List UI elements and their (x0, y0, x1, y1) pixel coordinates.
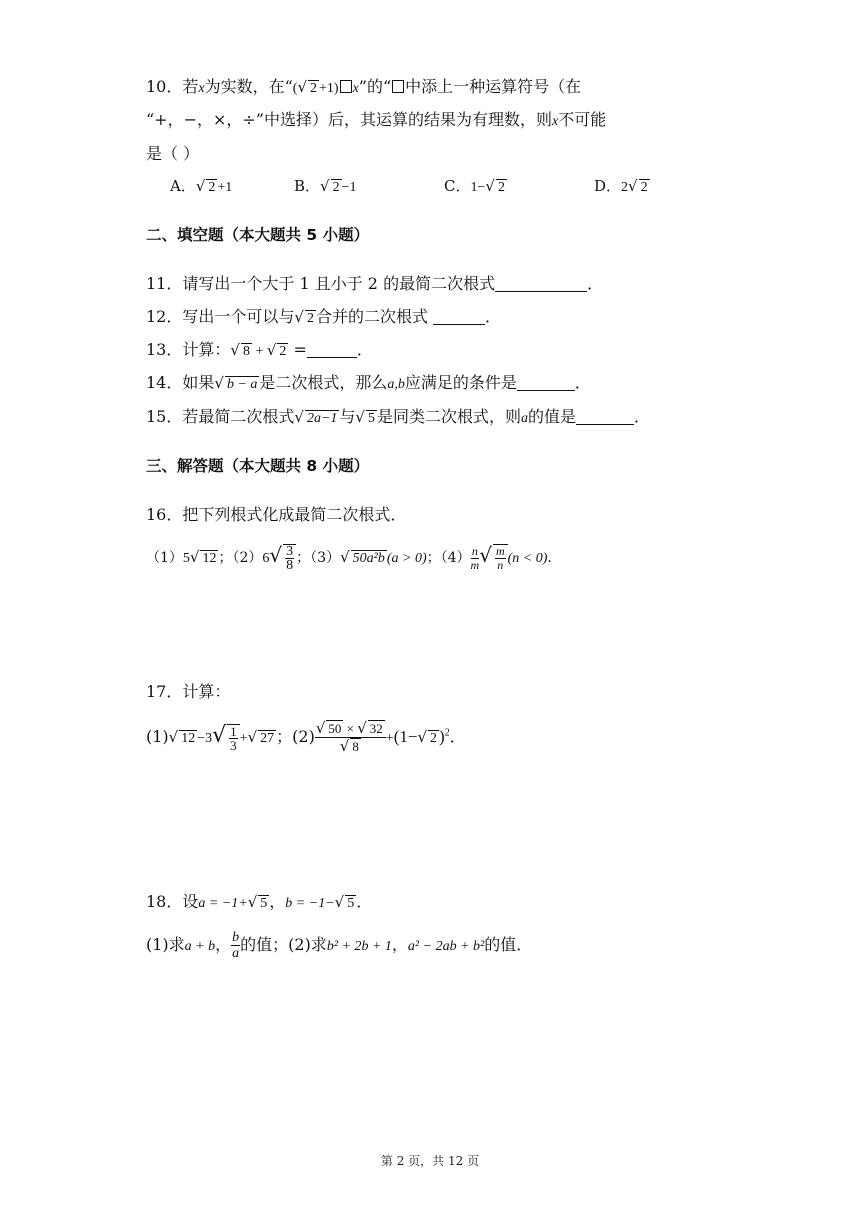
radical-icon: √ (417, 728, 428, 746)
radical-icon: √ (355, 408, 365, 426)
answer-blank[interactable] (433, 308, 485, 325)
q10-line2-text: “+，−，×，÷”中选择）后，其运算的结果为有理数，则 (146, 110, 552, 129)
q17-p2-radicand-2: 32 (369, 721, 383, 736)
q16-part-4-label: （4） (440, 550, 471, 566)
q18-part-1-label: (1)求 (146, 935, 185, 954)
question-18-parts (146, 930, 532, 961)
q17-p2-times: × (343, 721, 358, 736)
radical-icon: √ (297, 78, 308, 96)
q11-text: 11．请写出一个大于 1 且小于 2 的最简二次根式 (146, 274, 496, 293)
q15-radicand-1: 2a−1 (306, 411, 338, 426)
q17-p2-paren-open: (1− (393, 727, 418, 746)
radical-icon: √ (294, 408, 304, 426)
q18-end: ． (356, 892, 373, 911)
option-d (594, 175, 650, 196)
q18-p2-comma: ， (391, 935, 408, 954)
q16-p2-num: 3 (286, 544, 294, 559)
q16-p1-coef: 5 (182, 551, 190, 566)
option-b-radicand: 2 (332, 180, 340, 195)
question-13 (146, 338, 373, 364)
q17-p2-plus: + (385, 731, 394, 746)
q13-radicand-2: 2 (279, 344, 287, 359)
page-footer: 第 2 页，共 12 页 (380, 1154, 480, 1168)
q18-a-radicand: 5 (260, 896, 268, 911)
radical-icon: √ (315, 719, 326, 737)
q18-p1-comma: ， (215, 935, 232, 954)
q17-p2-radicand-3: 8 (352, 739, 359, 754)
q18-p1-fraction (231, 930, 240, 961)
q10-var-x: x (198, 81, 205, 96)
q17-p1-fraction (227, 724, 240, 752)
q16-p4-radicand-fraction (493, 544, 508, 572)
section-2-heading: 二、填空题（本大题共 5 小题） (146, 226, 370, 244)
q10-text-2: ”的“ (358, 77, 392, 96)
option-d-label: D． (594, 177, 622, 195)
q10-expr-x: x (352, 81, 359, 96)
radical-icon: √ (266, 341, 277, 359)
q17-part-1-label: (1) (146, 727, 169, 746)
option-b-label: B． (294, 177, 321, 195)
q15-text-4: 的值是 (527, 407, 576, 426)
question-16-parts (146, 543, 561, 572)
q10-radicand: 2 (310, 81, 318, 96)
option-c (444, 175, 507, 196)
radical-icon: √ (479, 543, 492, 567)
radical-icon: √ (334, 893, 345, 911)
option-b (294, 175, 357, 196)
radical-icon: √ (485, 177, 495, 195)
option-a-radicand: 2 (208, 180, 216, 195)
q16-p3-radicand: 50a²b (352, 551, 385, 566)
separator: ； (218, 550, 233, 566)
q14-text: 14．如果 (146, 373, 215, 392)
q17-end: ． (449, 727, 466, 746)
radical-icon: √ (628, 177, 638, 195)
q15-text-2: 与 (339, 407, 356, 426)
q13-equals: = (288, 340, 307, 359)
option-d-radicand: 2 (640, 180, 648, 195)
radical-icon: √ (340, 548, 350, 566)
q16-p4-fraction (471, 545, 480, 572)
option-b-post: −1 (341, 180, 357, 195)
q14-text-2: 是二次根式，那么 (259, 373, 388, 392)
radical-icon: √ (230, 341, 240, 359)
radical-icon: √ (195, 177, 206, 195)
separator: ； (296, 550, 311, 566)
answer-blank[interactable] (517, 374, 575, 391)
question-18-title (146, 890, 372, 916)
q16-p4-den: m (470, 557, 480, 572)
q17-p2-paren-close: ) (439, 727, 445, 746)
q17-p1-minus: −3 (197, 731, 213, 746)
q14-vars: a,b (387, 377, 405, 392)
q17-part-2-label: (2) (292, 727, 315, 746)
option-a-post: +1 (217, 180, 233, 195)
option-c-label: C． (444, 177, 471, 195)
q17-p1-plus: + (239, 731, 248, 746)
question-14 (146, 371, 591, 397)
q18-p1-num: b (232, 930, 240, 945)
q15-text-3: 是同类二次根式，则 (376, 407, 521, 426)
q10-line3-text: 是（ ） (146, 144, 200, 163)
radical-icon: √ (168, 728, 179, 746)
option-d-pre: 2 (621, 180, 629, 195)
radical-icon: √ (189, 548, 200, 566)
q15-radicand-2: 5 (367, 411, 375, 426)
q16-p2-fraction (283, 544, 296, 572)
q15-tail: ． (634, 407, 651, 426)
q17-p2-radicand-4: 2 (430, 731, 438, 746)
q18-p2-expr-2: a² − 2ab + b² (407, 939, 485, 954)
radical-icon: √ (247, 893, 258, 911)
q18-p1-tail: 的值；(2)求 (240, 935, 327, 954)
question-10-line-3 (146, 142, 199, 166)
q10-line2-x: x (552, 114, 559, 129)
q17-p1-radicand-1: 12 (181, 731, 196, 746)
q16-p2-den: 8 (286, 558, 294, 573)
q10-prefix: 10．若 (146, 77, 199, 96)
q17-p1-num: 1 (230, 723, 237, 739)
radical-icon: √ (212, 723, 227, 748)
q16-p4-rden: n (497, 558, 504, 572)
radical-icon: √ (320, 177, 330, 195)
question-10-line-2 (146, 108, 606, 134)
q16-part-3-label: （3） (310, 550, 341, 566)
question-17-title: 17．计算： (146, 682, 231, 701)
question-11 (146, 272, 603, 296)
answer-blank[interactable] (495, 275, 587, 292)
q16-part-1-label: （1） (146, 550, 183, 566)
radical-icon: √ (269, 543, 283, 567)
q18-p2-tail: 的值． (484, 935, 533, 954)
radical-icon: √ (339, 737, 350, 755)
q10-text: 为实数，在“ (204, 77, 293, 96)
radical-icon: √ (294, 308, 304, 326)
q14-tail: ． (574, 373, 591, 392)
q16-p4-condition: (n < 0) (507, 551, 548, 566)
q16-p4-rnum: m (495, 544, 505, 558)
q16-p1-radicand: 12 (202, 551, 217, 566)
option-c-radicand: 2 (497, 180, 505, 195)
q12-text-2: 合并的二次根式 (315, 307, 434, 326)
q17-p2-exponent: 2 (444, 727, 450, 739)
empty-box-icon (340, 80, 352, 93)
q13-tail: ． (356, 340, 373, 359)
q18-b-radicand: 5 (347, 896, 355, 911)
q14-text-3: 应满足的条件是 (404, 373, 517, 392)
option-a-label: A． (170, 177, 196, 195)
q12-tail: ． (485, 307, 502, 326)
q15-text: 15．若最简二次根式 (146, 407, 295, 426)
q10-expr-open: ( (292, 81, 298, 96)
q13-radicand-1: 8 (242, 344, 250, 359)
separator: ； (276, 727, 293, 746)
q13-text: 13．计算： (146, 340, 231, 359)
radical-icon: √ (247, 728, 258, 746)
answer-blank[interactable] (576, 408, 634, 425)
question-16-title: 16．把下列根式化成最简二次根式． (146, 505, 407, 524)
q10-expr-plus: +1) (319, 81, 339, 96)
q18-p2-expr: b² + 2b + 1 (326, 939, 392, 954)
q12-radicand: 2 (306, 311, 314, 326)
option-c-pre: 1− (470, 180, 486, 195)
q14-radicand: b − a (226, 377, 258, 392)
q11-tail: ． (587, 274, 604, 293)
section-3-heading: 三、解答题（本大题共 8 小题） (146, 457, 370, 475)
q16-end: ． (547, 550, 562, 566)
q18-p1-expr: a + b (184, 939, 216, 954)
q10-line2-tail: 不可能 (558, 110, 607, 129)
q17-p1-radicand-2: 27 (260, 731, 275, 746)
q15-var: a (520, 411, 528, 426)
question-12 (146, 305, 501, 329)
q18-a-def: a = −1+ (198, 896, 248, 911)
answer-blank[interactable] (307, 341, 357, 358)
question-17-parts (146, 720, 466, 755)
q16-p4-num: n (471, 543, 478, 558)
radical-icon: √ (357, 719, 367, 737)
question-10-line-1 (146, 75, 581, 101)
q17-p1-den: 3 (230, 737, 237, 753)
q16-p2-coef: 6 (262, 551, 270, 566)
q16-p3-condition: (a > 0) (386, 551, 427, 566)
q18-b-def: b = −1− (285, 896, 335, 911)
q17-p2-fraction (315, 720, 386, 755)
question-15 (146, 405, 650, 431)
q12-text: 12．写出一个可以与 (146, 307, 295, 326)
q10-text-3: 中添上一种运算符号（在 (405, 77, 582, 96)
q16-part-2-label: （2） (232, 550, 263, 566)
radical-icon: √ (214, 374, 224, 392)
q18-title: 18．设 (146, 892, 199, 911)
separator: ； (426, 550, 441, 566)
q18-p1-den: a (232, 946, 240, 961)
empty-box-icon (392, 80, 404, 93)
option-a (170, 175, 232, 196)
q18-comma: ， (269, 892, 286, 911)
q13-plus: + (251, 344, 267, 359)
q17-p2-radicand-1: 50 (328, 721, 342, 736)
